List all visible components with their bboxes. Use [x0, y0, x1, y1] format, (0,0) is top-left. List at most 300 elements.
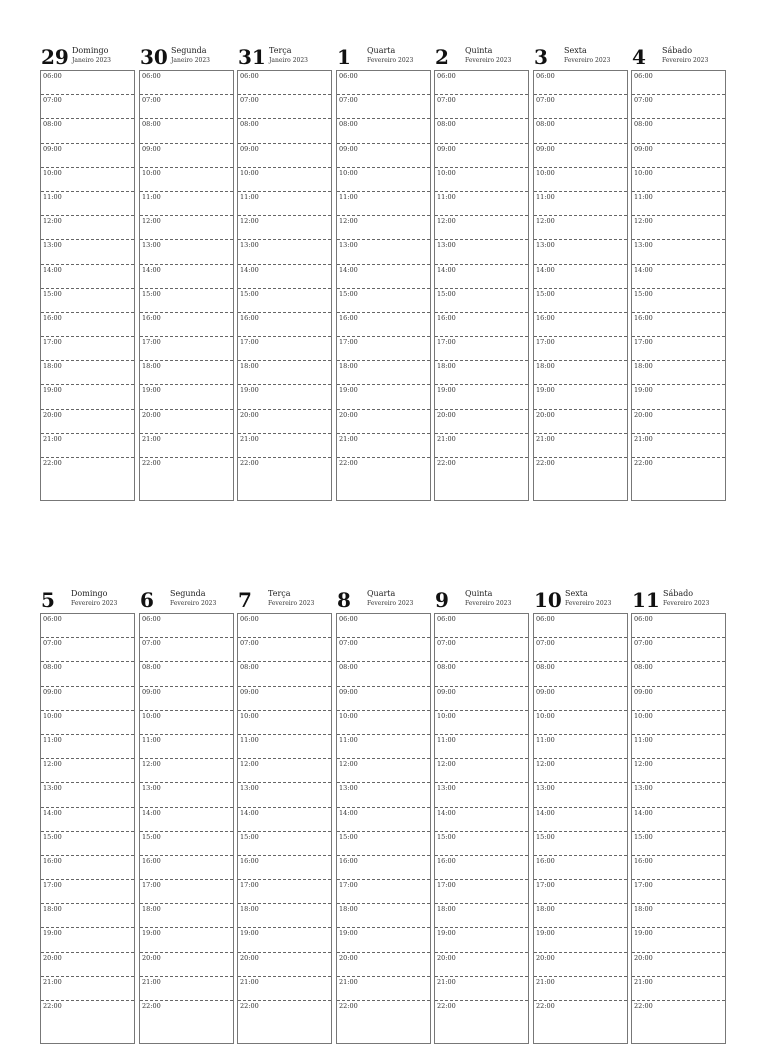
time-slot[interactable]: [140, 410, 233, 434]
time-label: 12:00: [536, 760, 555, 769]
time-slot[interactable]: [632, 735, 725, 759]
time-slot[interactable]: [140, 240, 233, 264]
time-label: 13:00: [437, 241, 456, 250]
time-slot[interactable]: [337, 337, 430, 361]
time-slot[interactable]: [534, 856, 627, 880]
time-slot[interactable]: [435, 216, 528, 240]
time-slot[interactable]: [534, 759, 627, 783]
time-slot[interactable]: [238, 458, 331, 482]
time-label: 14:00: [634, 808, 653, 817]
time-label: 06:00: [536, 72, 555, 80]
time-label: 18:00: [536, 362, 555, 371]
time-slot[interactable]: [238, 434, 331, 458]
time-slot[interactable]: [632, 71, 725, 95]
time-slot[interactable]: [337, 977, 430, 1001]
time-slot[interactable]: [435, 928, 528, 952]
time-slot[interactable]: [632, 216, 725, 240]
time-slot[interactable]: [238, 240, 331, 264]
time-slot[interactable]: [435, 240, 528, 264]
time-slot[interactable]: [632, 662, 725, 686]
time-label: 11:00: [339, 735, 358, 744]
day-number: 6: [140, 588, 154, 612]
day-header: [237, 44, 332, 70]
time-label: 21:00: [43, 977, 62, 986]
time-label: 09:00: [240, 687, 259, 696]
time-slot[interactable]: [238, 289, 331, 313]
time-slot[interactable]: [534, 904, 627, 928]
day-header: [434, 44, 529, 70]
time-slot[interactable]: [140, 361, 233, 385]
time-slot[interactable]: [632, 808, 725, 832]
time-label: 21:00: [339, 977, 358, 986]
time-slot[interactable]: [140, 458, 233, 482]
time-slot[interactable]: [238, 832, 331, 856]
time-slot[interactable]: [337, 385, 430, 409]
time-slot[interactable]: [41, 904, 134, 928]
time-label: 20:00: [43, 410, 62, 419]
time-slot[interactable]: [140, 337, 233, 361]
time-slot[interactable]: [632, 856, 725, 880]
time-slot[interactable]: [41, 759, 134, 783]
time-slot[interactable]: [534, 265, 627, 289]
time-slot[interactable]: [238, 313, 331, 337]
time-slot[interactable]: [435, 614, 528, 638]
time-slot[interactable]: [41, 313, 134, 337]
time-slot[interactable]: [534, 638, 627, 662]
time-slot[interactable]: [337, 192, 430, 216]
time-slot[interactable]: [41, 614, 134, 638]
time-label: 21:00: [142, 977, 161, 986]
time-slot[interactable]: [534, 192, 627, 216]
time-label: 11:00: [43, 192, 62, 201]
time-slot[interactable]: [337, 808, 430, 832]
time-slot[interactable]: [238, 662, 331, 686]
time-slot[interactable]: [140, 856, 233, 880]
time-slot[interactable]: [41, 192, 134, 216]
time-slot[interactable]: [632, 313, 725, 337]
time-slot[interactable]: [238, 144, 331, 168]
time-slot[interactable]: [140, 168, 233, 192]
time-slot[interactable]: [337, 168, 430, 192]
time-slot[interactable]: [41, 289, 134, 313]
time-slot[interactable]: [140, 144, 233, 168]
time-slot[interactable]: [337, 1001, 430, 1025]
time-slot[interactable]: [238, 216, 331, 240]
time-slot[interactable]: [41, 385, 134, 409]
time-label: 06:00: [634, 615, 653, 623]
day-column: [533, 587, 628, 1010]
time-slot[interactable]: [435, 832, 528, 856]
time-slot[interactable]: [435, 904, 528, 928]
time-slot[interactable]: [534, 216, 627, 240]
time-label: 21:00: [634, 434, 653, 443]
time-slot[interactable]: [140, 832, 233, 856]
time-label: 19:00: [43, 929, 62, 938]
day-column: [40, 587, 135, 1010]
time-slot[interactable]: [632, 1001, 725, 1025]
time-slot[interactable]: [238, 614, 331, 638]
day-header: [139, 44, 234, 70]
time-label: 17:00: [339, 338, 358, 347]
time-slot[interactable]: [140, 95, 233, 119]
time-slot[interactable]: [238, 928, 331, 952]
time-slot[interactable]: [435, 119, 528, 143]
time-slot[interactable]: [238, 361, 331, 385]
time-label: 09:00: [43, 144, 62, 153]
time-slot[interactable]: [140, 192, 233, 216]
time-label: 11:00: [43, 735, 62, 744]
time-slot[interactable]: [534, 95, 627, 119]
time-slot[interactable]: [534, 168, 627, 192]
time-slot[interactable]: [534, 313, 627, 337]
time-label: 15:00: [339, 289, 358, 298]
time-slot[interactable]: [632, 168, 725, 192]
time-slot[interactable]: [140, 434, 233, 458]
time-slot[interactable]: [238, 953, 331, 977]
time-slot[interactable]: [140, 928, 233, 952]
time-slot[interactable]: [534, 144, 627, 168]
time-slot[interactable]: [41, 953, 134, 977]
day-number: 11: [632, 588, 660, 612]
time-slot[interactable]: [238, 977, 331, 1001]
time-slot[interactable]: [337, 638, 430, 662]
time-label: 17:00: [536, 881, 555, 890]
time-slot[interactable]: [435, 711, 528, 735]
time-slot[interactable]: [534, 662, 627, 686]
time-slot[interactable]: [140, 614, 233, 638]
time-slot[interactable]: [337, 458, 430, 482]
day-number: 8: [337, 588, 351, 612]
time-label: 07:00: [536, 96, 555, 105]
day-schedule: [40, 613, 135, 1044]
time-slot[interactable]: [435, 361, 528, 385]
time-slot[interactable]: [534, 410, 627, 434]
time-slot[interactable]: [337, 711, 430, 735]
time-slot[interactable]: [41, 95, 134, 119]
time-slot[interactable]: [435, 144, 528, 168]
time-slot[interactable]: [337, 614, 430, 638]
day-schedule: [631, 613, 726, 1044]
time-slot[interactable]: [435, 168, 528, 192]
time-label: 18:00: [43, 905, 62, 914]
time-slot[interactable]: [534, 289, 627, 313]
time-label: 19:00: [142, 386, 161, 395]
time-slot[interactable]: [632, 410, 725, 434]
time-slot[interactable]: [632, 265, 725, 289]
time-slot[interactable]: [41, 735, 134, 759]
time-slot[interactable]: [435, 95, 528, 119]
time-slot[interactable]: [435, 759, 528, 783]
time-label: 20:00: [240, 953, 259, 962]
time-slot[interactable]: [632, 832, 725, 856]
time-label: 16:00: [634, 313, 653, 322]
time-slot[interactable]: [632, 95, 725, 119]
time-slot[interactable]: [337, 265, 430, 289]
time-slot[interactable]: [140, 904, 233, 928]
time-slot[interactable]: [337, 434, 430, 458]
time-slot[interactable]: [238, 808, 331, 832]
time-slot[interactable]: [140, 1001, 233, 1025]
time-slot[interactable]: [534, 928, 627, 952]
time-slot[interactable]: [238, 735, 331, 759]
time-slot[interactable]: [337, 928, 430, 952]
time-label: 18:00: [339, 905, 358, 914]
time-slot[interactable]: [41, 856, 134, 880]
time-slot[interactable]: [238, 856, 331, 880]
time-slot[interactable]: [435, 977, 528, 1001]
time-slot[interactable]: [435, 638, 528, 662]
time-label: 07:00: [634, 96, 653, 105]
time-label: 10:00: [43, 711, 62, 720]
time-slot[interactable]: [140, 880, 233, 904]
time-label: 08:00: [240, 120, 259, 129]
time-slot[interactable]: [337, 95, 430, 119]
time-slot[interactable]: [632, 614, 725, 638]
time-slot[interactable]: [41, 216, 134, 240]
time-slot[interactable]: [41, 783, 134, 807]
time-slot[interactable]: [534, 614, 627, 638]
time-slot[interactable]: [140, 953, 233, 977]
time-label: 19:00: [339, 929, 358, 938]
time-slot[interactable]: [41, 410, 134, 434]
time-slot[interactable]: [632, 953, 725, 977]
time-slot[interactable]: [238, 119, 331, 143]
time-slot[interactable]: [140, 808, 233, 832]
time-label: 16:00: [240, 313, 259, 322]
time-slot[interactable]: [140, 71, 233, 95]
time-slot[interactable]: [41, 662, 134, 686]
time-slot[interactable]: [435, 410, 528, 434]
time-slot[interactable]: [632, 289, 725, 313]
time-slot[interactable]: [632, 977, 725, 1001]
time-slot[interactable]: [435, 808, 528, 832]
time-slot[interactable]: [534, 687, 627, 711]
time-slot[interactable]: [435, 71, 528, 95]
time-slot[interactable]: [632, 192, 725, 216]
time-slot[interactable]: [140, 638, 233, 662]
time-label: 13:00: [339, 241, 358, 250]
time-slot[interactable]: [435, 735, 528, 759]
time-label: 08:00: [536, 120, 555, 129]
time-slot[interactable]: [632, 385, 725, 409]
time-slot[interactable]: [435, 434, 528, 458]
time-slot[interactable]: [238, 1001, 331, 1025]
time-slot[interactable]: [534, 832, 627, 856]
day-month: Fevereiro 2023: [367, 600, 414, 607]
time-slot[interactable]: [337, 783, 430, 807]
time-slot[interactable]: [632, 638, 725, 662]
time-slot[interactable]: [238, 783, 331, 807]
time-slot[interactable]: [337, 856, 430, 880]
time-label: 18:00: [142, 905, 161, 914]
time-slot[interactable]: [632, 240, 725, 264]
time-slot[interactable]: [41, 808, 134, 832]
time-slot[interactable]: [632, 119, 725, 143]
time-slot[interactable]: [140, 711, 233, 735]
time-slot[interactable]: [632, 880, 725, 904]
time-slot[interactable]: [238, 265, 331, 289]
time-slot[interactable]: [435, 1001, 528, 1025]
time-slot[interactable]: [238, 168, 331, 192]
time-slot[interactable]: [337, 289, 430, 313]
time-label: 11:00: [437, 192, 456, 201]
day-name: Segunda: [171, 46, 207, 55]
time-slot[interactable]: [534, 1001, 627, 1025]
time-slot[interactable]: [238, 711, 331, 735]
time-slot[interactable]: [41, 458, 134, 482]
time-slot[interactable]: [41, 240, 134, 264]
time-slot[interactable]: [41, 337, 134, 361]
time-slot[interactable]: [632, 687, 725, 711]
time-slot[interactable]: [632, 144, 725, 168]
time-slot[interactable]: [534, 953, 627, 977]
time-slot[interactable]: [41, 361, 134, 385]
time-slot[interactable]: [534, 783, 627, 807]
time-slot[interactable]: [435, 385, 528, 409]
time-label: 13:00: [339, 784, 358, 793]
time-slot[interactable]: [238, 337, 331, 361]
time-slot[interactable]: [435, 662, 528, 686]
time-slot[interactable]: [435, 192, 528, 216]
time-slot[interactable]: [337, 313, 430, 337]
time-slot[interactable]: [435, 458, 528, 482]
time-slot[interactable]: [337, 71, 430, 95]
time-slot[interactable]: [337, 953, 430, 977]
time-slot[interactable]: [337, 735, 430, 759]
time-slot[interactable]: [435, 337, 528, 361]
time-slot[interactable]: [534, 119, 627, 143]
time-slot[interactable]: [41, 168, 134, 192]
time-slot[interactable]: [632, 928, 725, 952]
time-label: 18:00: [536, 905, 555, 914]
time-slot[interactable]: [337, 832, 430, 856]
time-slot[interactable]: [435, 687, 528, 711]
time-slot[interactable]: [337, 904, 430, 928]
time-slot[interactable]: [534, 434, 627, 458]
time-slot[interactable]: [337, 216, 430, 240]
time-slot[interactable]: [337, 144, 430, 168]
time-slot[interactable]: [435, 856, 528, 880]
time-slot[interactable]: [41, 144, 134, 168]
day-number: 9: [435, 588, 449, 612]
time-slot[interactable]: [435, 880, 528, 904]
time-slot[interactable]: [632, 711, 725, 735]
time-slot[interactable]: [238, 95, 331, 119]
time-slot[interactable]: [632, 783, 725, 807]
time-slot[interactable]: [534, 385, 627, 409]
time-slot[interactable]: [140, 662, 233, 686]
day-header: [139, 587, 234, 613]
time-slot[interactable]: [41, 434, 134, 458]
time-slot[interactable]: [41, 832, 134, 856]
time-slot[interactable]: [41, 977, 134, 1001]
time-slot[interactable]: [41, 880, 134, 904]
time-slot[interactable]: [41, 1001, 134, 1025]
time-slot[interactable]: [238, 880, 331, 904]
time-slot[interactable]: [140, 216, 233, 240]
time-slot[interactable]: [140, 313, 233, 337]
time-slot[interactable]: [534, 240, 627, 264]
time-slot[interactable]: [238, 638, 331, 662]
time-slot[interactable]: [41, 687, 134, 711]
time-slot[interactable]: [337, 410, 430, 434]
time-slot[interactable]: [534, 337, 627, 361]
time-label: 15:00: [536, 832, 555, 841]
time-slot[interactable]: [140, 783, 233, 807]
time-slot[interactable]: [140, 289, 233, 313]
time-label: 06:00: [437, 72, 456, 80]
time-slot[interactable]: [238, 192, 331, 216]
time-label: 07:00: [536, 639, 555, 648]
time-slot[interactable]: [337, 662, 430, 686]
time-slot[interactable]: [238, 904, 331, 928]
time-slot[interactable]: [41, 71, 134, 95]
time-slot[interactable]: [534, 71, 627, 95]
time-slot[interactable]: [632, 434, 725, 458]
time-slot[interactable]: [534, 808, 627, 832]
time-slot[interactable]: [534, 880, 627, 904]
time-slot[interactable]: [435, 313, 528, 337]
time-slot[interactable]: [337, 880, 430, 904]
time-slot[interactable]: [435, 783, 528, 807]
time-slot[interactable]: [140, 265, 233, 289]
time-label: 13:00: [240, 241, 259, 250]
time-slot[interactable]: [337, 240, 430, 264]
time-slot[interactable]: [140, 385, 233, 409]
time-label: 21:00: [43, 434, 62, 443]
time-slot[interactable]: [435, 289, 528, 313]
time-slot[interactable]: [632, 458, 725, 482]
time-slot[interactable]: [140, 977, 233, 1001]
time-slot[interactable]: [238, 410, 331, 434]
time-slot[interactable]: [632, 361, 725, 385]
time-slot[interactable]: [337, 759, 430, 783]
time-slot[interactable]: [238, 759, 331, 783]
time-slot[interactable]: [337, 119, 430, 143]
time-slot[interactable]: [534, 458, 627, 482]
time-label: 11:00: [634, 192, 653, 201]
time-slot[interactable]: [238, 687, 331, 711]
time-slot[interactable]: [435, 953, 528, 977]
time-slot[interactable]: [41, 711, 134, 735]
time-label: 08:00: [634, 663, 653, 672]
day-column: [631, 44, 726, 467]
time-slot[interactable]: [41, 638, 134, 662]
time-slot[interactable]: [41, 928, 134, 952]
time-slot[interactable]: [337, 687, 430, 711]
time-slot[interactable]: [41, 265, 134, 289]
time-slot[interactable]: [632, 904, 725, 928]
time-slot[interactable]: [534, 735, 627, 759]
time-slot[interactable]: [632, 759, 725, 783]
time-slot[interactable]: [140, 735, 233, 759]
time-slot[interactable]: [337, 361, 430, 385]
time-slot[interactable]: [435, 265, 528, 289]
time-slot[interactable]: [534, 711, 627, 735]
time-slot[interactable]: [238, 385, 331, 409]
time-slot[interactable]: [534, 977, 627, 1001]
time-slot[interactable]: [140, 759, 233, 783]
time-slot[interactable]: [238, 71, 331, 95]
time-slot[interactable]: [41, 119, 134, 143]
time-label: 07:00: [240, 639, 259, 648]
time-label: 07:00: [43, 96, 62, 105]
time-slot[interactable]: [632, 337, 725, 361]
day-column: [139, 44, 234, 467]
time-slot[interactable]: [534, 361, 627, 385]
time-slot[interactable]: [140, 687, 233, 711]
time-slot[interactable]: [140, 119, 233, 143]
